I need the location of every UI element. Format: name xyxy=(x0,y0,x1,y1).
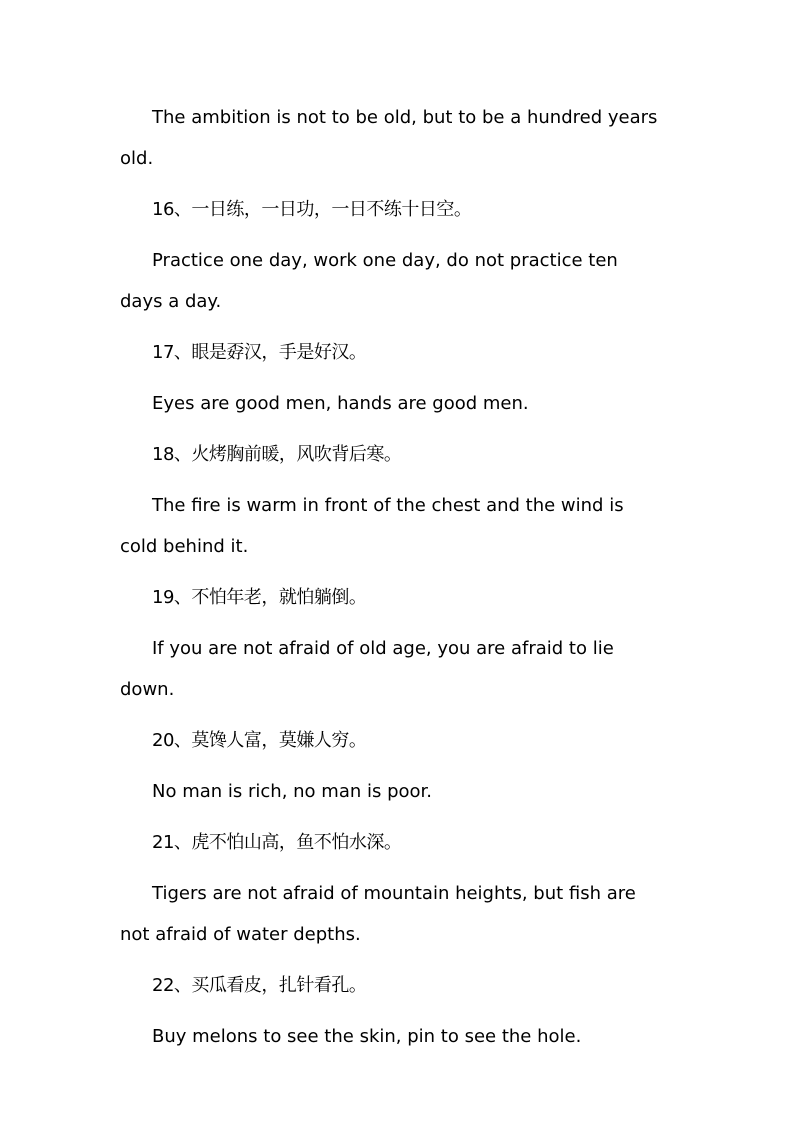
translation-paragraph: Tigers are not afraid of mountain heights, but fish are not afraid of water depths. xyxy=(120,883,636,945)
translation-paragraph: Buy melons to see the skin, pin to see the hole. xyxy=(152,1026,582,1047)
proverb-20: 20、莫馋人富，莫嫌人穷。 xyxy=(152,730,367,751)
proverb-18: 18、火烤胸前暖，风吹背后寒。 xyxy=(152,444,402,465)
proverb-16: 16、一日练，一日功，一日不练十日空。 xyxy=(152,199,472,220)
proverb-22: 22、买瓜看皮，扎针看孔。 xyxy=(152,975,367,996)
document-body xyxy=(120,97,660,1067)
translation-paragraph: Practice one day, work one day, do not practice ten days a day. xyxy=(120,250,618,312)
translation-paragraph: If you are not afraid of old age, you are afraid to lie down. xyxy=(120,638,614,700)
translation-paragraph: The ambition is not to be old, but to be a hundred years old. xyxy=(120,107,658,169)
translation-paragraph: Eyes are good men, hands are good men. xyxy=(152,393,529,414)
translation-paragraph: No man is rich, no man is poor. xyxy=(152,781,433,802)
proverb-19: 19、不怕年老，就怕躺倒。 xyxy=(152,587,367,608)
proverb-17: 17、眼是孬汉，手是好汉。 xyxy=(152,342,367,363)
translation-paragraph: The fire is warm in front of the chest and the wind is cold behind it. xyxy=(120,495,624,557)
proverb-21: 21、虎不怕山高，鱼不怕水深。 xyxy=(152,832,402,853)
